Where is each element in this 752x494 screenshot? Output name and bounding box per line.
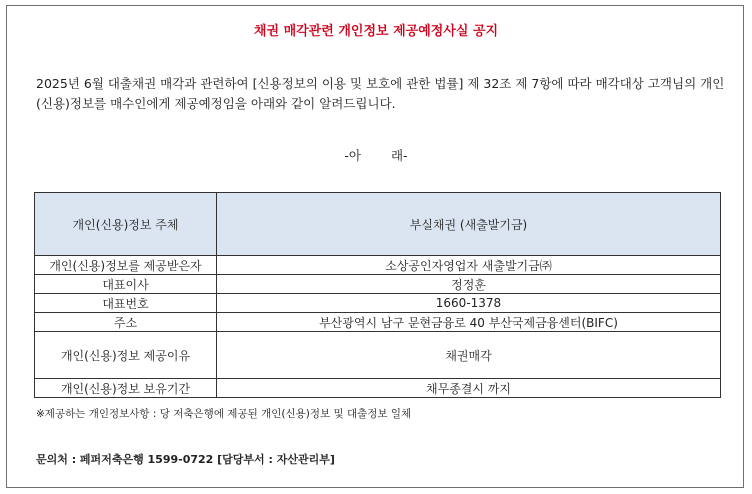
- info-table: [34, 192, 721, 398]
- row-value-reason: 채권매각: [217, 332, 721, 379]
- table-header-row: [35, 193, 721, 256]
- row-label-ceo: 대표이사: [35, 275, 217, 294]
- table-row: [35, 256, 721, 275]
- row-label-phone: 대표번호: [35, 294, 217, 313]
- contact-info: 문의처 : 페퍼저축은행 1599-0722 [담당부서 : 자산관리부]: [36, 453, 335, 466]
- row-label-address: 주소: [35, 313, 217, 332]
- table-row: [35, 313, 721, 332]
- notice-title: 채권 매각관련 개인정보 제공예정사실 공지: [253, 24, 499, 39]
- row-value-phone: 1660-1378: [217, 294, 721, 313]
- row-label-retention: 개인(신용)정보 보유기간: [35, 379, 217, 398]
- footnote: ※제공하는 개인정보사항 : 당 저축은행에 제공된 개인(신용)정보 및 대출정보 일체: [36, 408, 412, 420]
- header-value-cell: 부실채권 (새출발기금): [217, 193, 721, 256]
- table-row: [35, 275, 721, 294]
- row-value-retention: 채무종결시 까지: [217, 379, 721, 398]
- header-label-cell: 개인(신용)정보 주체: [35, 193, 217, 256]
- notice-intro: 2025년 6월 대출채권 매각과 관련하여 [신용정보의 이용 및 보호에 관한 법률] 제 32조 제 7항에 따라 매각대상 고객님의 개인(신용)정보를 매수인에게 제공예정임을 아래와 같이 알려드립니다.: [36, 76, 725, 111]
- table-row: [35, 332, 721, 379]
- table-row: [35, 379, 721, 398]
- row-value-recipient: 소상공인자영업자 새출발기금㈜: [217, 256, 721, 275]
- row-label-reason: 개인(신용)정보 제공이유: [35, 332, 217, 379]
- row-label-recipient: 개인(신용)정보를 제공받은자: [35, 256, 217, 275]
- row-value-ceo: 정정훈: [217, 275, 721, 294]
- table-row: [35, 294, 721, 313]
- row-value-address: 부산광역시 남구 문현금융로 40 부산국제금융센터(BIFC): [217, 313, 721, 332]
- below-label: -아 래-: [344, 148, 408, 163]
